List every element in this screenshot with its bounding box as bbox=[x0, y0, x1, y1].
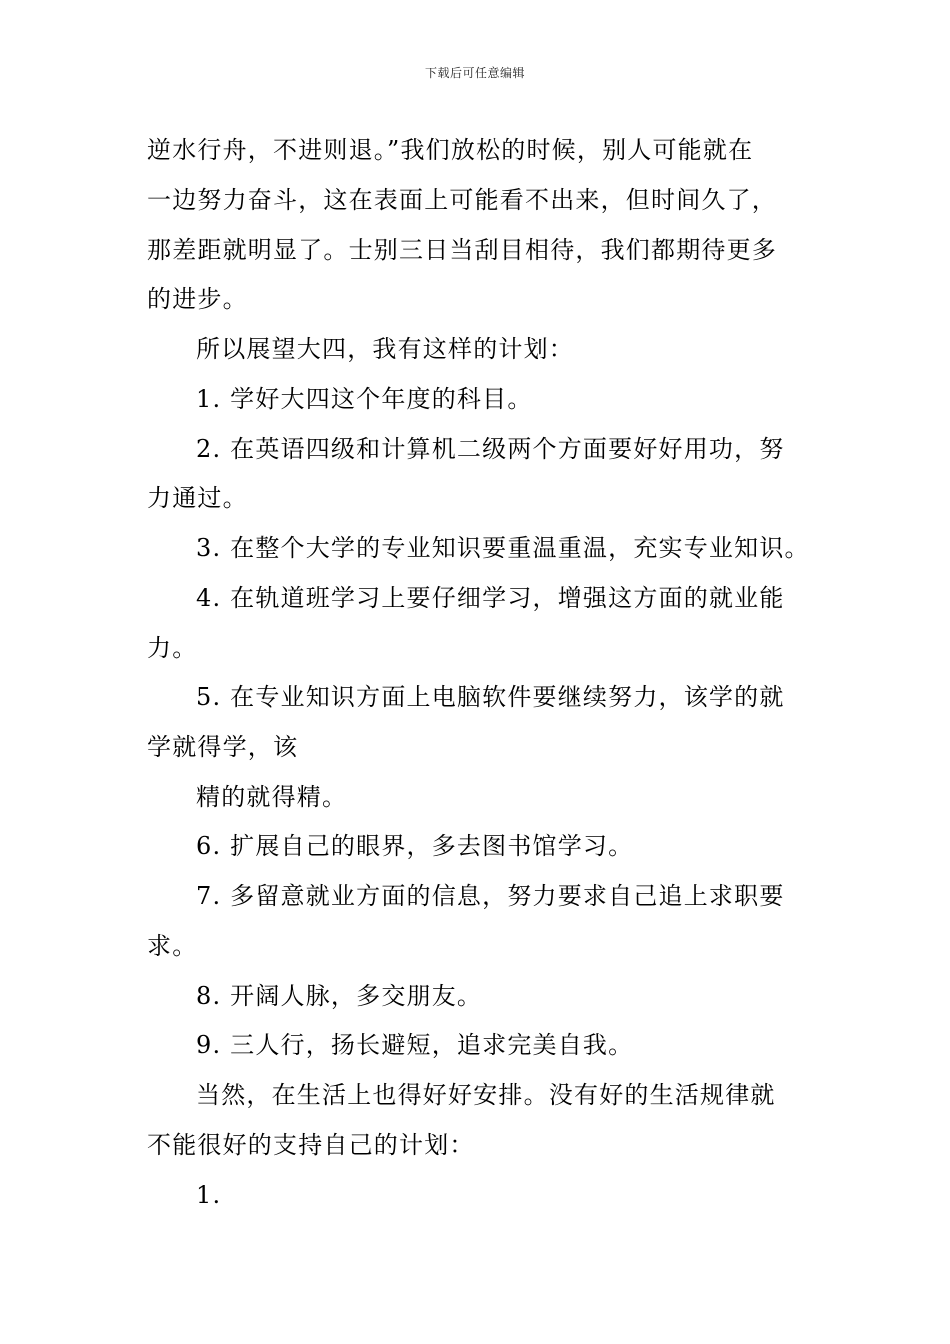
paragraph-line: 一边努力奋斗，这在表面上可能看不出来，但时间久了， bbox=[147, 186, 777, 214]
paragraph-line: 当然，在生活上也得好好安排。没有好的生活规律就 bbox=[196, 1081, 776, 1109]
list-item: 5. 在专业知识方面上电脑软件要继续努力，该学的就 bbox=[196, 683, 785, 711]
paragraph-line: 那差距就明显了。士别三日当刮目相待，我们都期待更多 bbox=[147, 236, 777, 264]
paragraph-line: 逆水行舟，不进则退。”我们放松的时候，别人可能就在 bbox=[147, 136, 754, 164]
page-header: 下载后可任意编辑 bbox=[424, 66, 525, 80]
list-item: 7. 多留意就业方面的信息，努力要求自己追上求职要 bbox=[196, 882, 785, 910]
list-item-continuation: 学就得学，该 bbox=[147, 733, 299, 761]
list-item: 3. 在整个大学的专业知识要重温重温，充实专业知识。 bbox=[196, 534, 810, 562]
list-item-continuation: 精的就得精。 bbox=[196, 783, 348, 811]
list-item: 9. 三人行，扬长避短，追求完美自我。 bbox=[196, 1031, 634, 1059]
paragraph-line: 不能很好的支持自己的计划： bbox=[147, 1131, 475, 1159]
list-item: 8. 开阔人脉，多交朋友。 bbox=[196, 982, 483, 1010]
list-item-continuation: 力。 bbox=[147, 634, 198, 662]
paragraph-line: 的进步。 bbox=[147, 285, 248, 313]
list-item-continuation: 力通过。 bbox=[147, 484, 248, 512]
list-item: 6. 扩展自己的眼界，多去图书馆学习。 bbox=[196, 832, 634, 860]
list-item: 2. 在英语四级和计算机二级两个方面要好好用功，努 bbox=[196, 435, 785, 463]
list-item-continuation: 求。 bbox=[147, 932, 198, 960]
paragraph-line: 所以展望大四，我有这样的计划： bbox=[196, 335, 574, 363]
list-item: 1. bbox=[196, 1181, 222, 1209]
list-item: 4. 在轨道班学习上要仔细学习，增强这方面的就业能 bbox=[196, 584, 785, 612]
list-item: 1. 学好大四这个年度的科目。 bbox=[196, 385, 533, 413]
